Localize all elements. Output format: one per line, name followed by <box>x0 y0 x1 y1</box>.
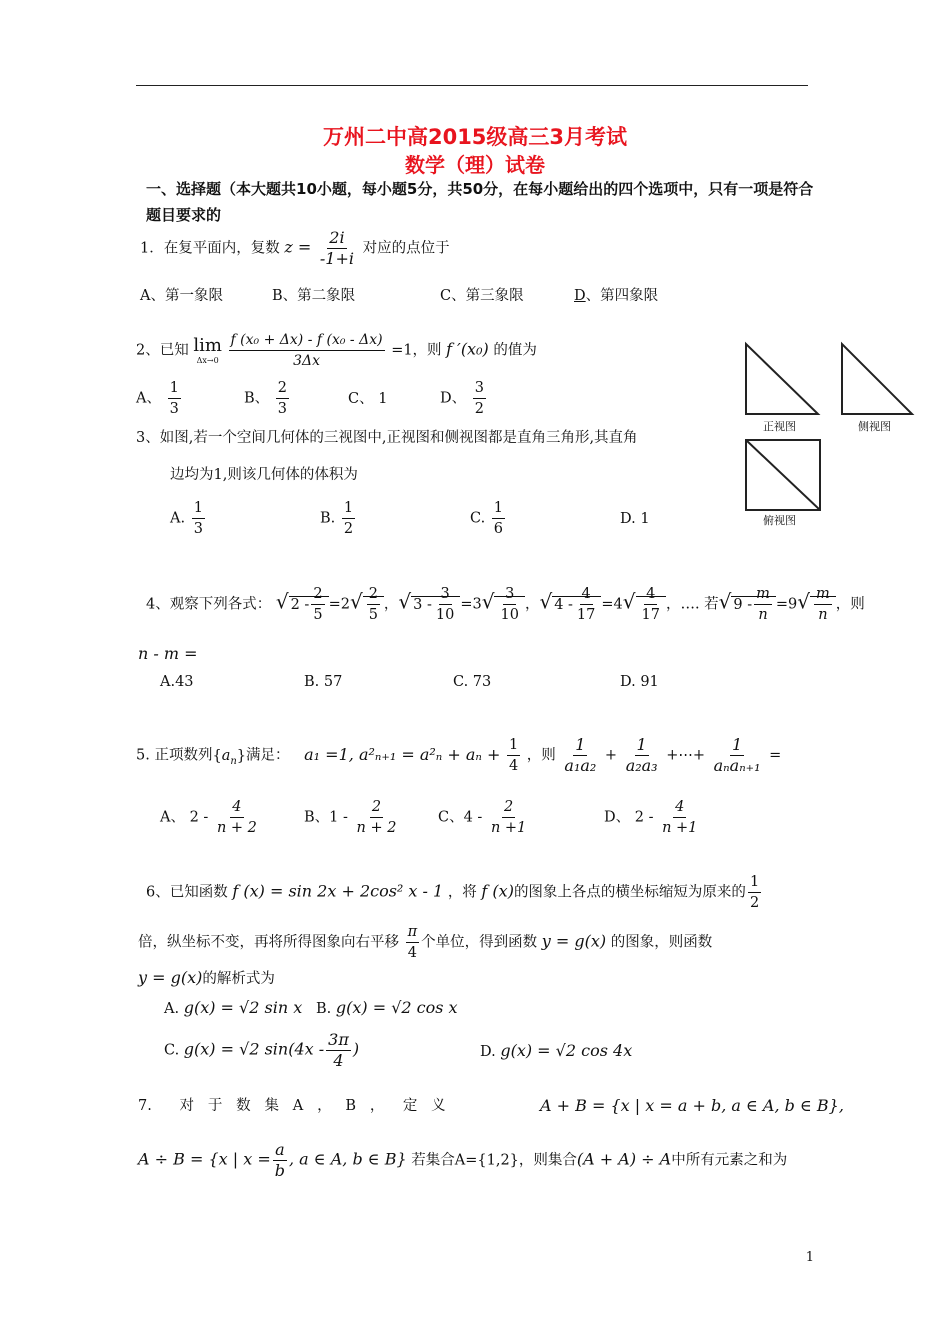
q4-expr-4 <box>731 586 775 623</box>
q4-expr-1b <box>363 586 384 623</box>
q4-radical-4: √ <box>718 589 732 614</box>
q5-b-den: n + 2 <box>356 820 397 836</box>
q4-e4-frac-b <box>814 584 832 625</box>
q3-a-den: 3 <box>193 521 203 537</box>
q6-option-c <box>164 1030 359 1071</box>
q5-cd: 4 <box>508 758 519 774</box>
q4-stem: 4、观察下列各式： <box>146 596 272 613</box>
question-6 <box>146 872 763 913</box>
q5-eq: = <box>769 747 782 764</box>
question-6-line2 <box>138 922 712 963</box>
q1-z: z = <box>284 237 312 257</box>
q2-option-c: C、 1 <box>348 391 388 407</box>
q1-fraction <box>318 228 356 269</box>
q4-expr-2b <box>494 586 524 623</box>
q4-e4n: m <box>754 584 772 605</box>
q6-d-math: g(x) = √2 cos 4x <box>500 1041 633 1060</box>
q2-fprime: f ′(x₀) <box>446 339 489 359</box>
q7-defA: A + B = {x | x = a + b, a ∈ A, b ∈ B}, <box>540 1096 844 1115</box>
q5-b-label: B、1 - <box>304 809 348 826</box>
q2-option-a <box>136 378 183 419</box>
q5-then: ，则 <box>526 747 556 764</box>
top-view-square <box>746 440 820 510</box>
q1-num: 2i <box>329 228 345 247</box>
q4-e1-frac <box>311 584 324 625</box>
q5-c-frac <box>489 797 528 838</box>
q6-c-math2: ) <box>352 1039 360 1059</box>
q5-option-c <box>438 797 530 838</box>
q4-expr-3 <box>552 586 601 623</box>
q5-a-num: 4 <box>230 797 243 818</box>
q4-e3-frac <box>575 584 597 625</box>
q3-c-label: C. <box>470 510 486 527</box>
q5-cn: 1 <box>507 735 520 756</box>
q4-e3d-b: 17 <box>641 607 660 623</box>
q5-a-den: n + 2 <box>216 820 257 836</box>
q5-option-d <box>604 797 701 838</box>
q3-c-frac <box>492 498 505 539</box>
q6-option-d <box>480 1041 632 1062</box>
q6-c-label: C. <box>164 1042 180 1059</box>
q5-s1n: 1 <box>575 735 586 754</box>
q4-radical-3b: √ <box>622 589 636 614</box>
q4-e4d-b: n <box>818 607 828 623</box>
q3-c-den: 6 <box>493 521 504 537</box>
q2-tail: 的值为 <box>493 342 537 359</box>
q4-e2a: 3 - <box>413 596 432 613</box>
q4-e2d-b: 10 <box>500 607 519 623</box>
q6-stem: 6、已知函数 <box>146 884 228 901</box>
q4-dots: ，…. 若 <box>665 596 719 613</box>
q4-e1n: 2 <box>311 584 324 605</box>
q5-c-num: 2 <box>502 797 515 818</box>
q4-e2n: 3 <box>439 584 452 605</box>
q3-b-den: 2 <box>343 521 354 537</box>
q5-stem: 5. 正项数列 <box>136 747 213 764</box>
exam-title: 万州二中高2015级高三3月考试 <box>322 125 628 149</box>
q2-b-den: 3 <box>277 401 287 417</box>
q5-plus: + <box>604 747 618 764</box>
q6-c-frac <box>326 1030 351 1071</box>
q4-option-c: C. 73 <box>453 674 492 690</box>
question-4: 4、观察下列各式： √ 2 - $\frac{2}{5}$ =2√ $\frac{2}{5}$ ，√ 3 - $\frac{3}{10}$ =3√ $\frac{3}{10}$ ，√ 4 - $\frac{4}{17}$ =4√ $\frac{4}{17}$ ，…. 若√ 9 - $\frac{m}{n}$ =9√ $\frac{m}{n}$ ，则 <box>146 586 865 623</box>
q4-e2b: =3 <box>460 596 482 613</box>
q6-mid: ，将 <box>447 884 477 901</box>
q4-e1a: 2 - <box>290 596 310 613</box>
q3-b-frac <box>342 498 355 539</box>
q6-d-label: D. <box>480 1044 496 1060</box>
q2-a-den: 3 <box>169 401 179 417</box>
question-2 <box>136 330 537 371</box>
q4-radical-2: √ <box>398 589 412 614</box>
side-view-triangle <box>842 344 912 414</box>
q5-d-num: 4 <box>673 797 686 818</box>
q4-e1-frac-b <box>367 584 380 625</box>
q5-a-frac <box>215 797 259 838</box>
q5-cond: a₁ =1, a²ₙ₊₁ = a²ₙ + aₙ + <box>304 744 501 764</box>
q7-defB2: , a ∈ A, b ∈ B} <box>289 1149 407 1169</box>
q5-seq-a: a <box>221 747 231 764</box>
q5-d-label: D、 2 - <box>604 809 654 826</box>
q1-option-a: A、第一象限 <box>140 288 223 304</box>
q2-num: f (x₀ + Δx) - f (x₀ - Δx) <box>229 330 385 351</box>
q5-plusdots: +⋯+ <box>666 747 706 764</box>
q5-s2n: 1 <box>636 735 647 754</box>
q4-radical-1: √ <box>275 589 289 614</box>
q4-e1d: 5 <box>313 607 323 623</box>
q1-option-d-text: 、第四象限 <box>585 288 659 304</box>
q2-den: 3Δx <box>293 353 321 369</box>
front-view-label: 正视图 <box>763 420 796 433</box>
q2-lim: lim <box>193 334 222 356</box>
q4-e4-frac <box>754 584 772 625</box>
q2-a-num: 1 <box>168 378 181 399</box>
page-number: 1 <box>805 1250 814 1265</box>
q5-mid: 满足： <box>246 747 290 764</box>
section-heading: 一、选择题（本大题共10小题，每小题5分，共50分，在每小题给出的四个选项中，只有一项是符合题目要求的 <box>146 180 814 224</box>
q4-radical-1b: √ <box>349 589 363 614</box>
q4-e2d: 10 <box>435 607 455 623</box>
q5-option-a <box>160 797 261 838</box>
q3-b-label: B. <box>320 510 336 527</box>
q6-line2a: 倍，纵坐标不变，再将所得图象向右平移 <box>138 934 399 951</box>
q5-s1d: a₁a₂ <box>564 756 597 775</box>
q1-stem: 1．在复平面内，复数 <box>140 240 280 257</box>
q1-den: -1+i <box>319 249 354 268</box>
q4-radical-3: √ <box>539 589 553 614</box>
q2-b-num: 2 <box>276 378 289 399</box>
q4-option-a: A.43 <box>160 674 194 690</box>
question-3-line2: 边均为1,则该几何体的体积为 <box>170 467 358 483</box>
q4-expr-3b <box>636 586 666 623</box>
q5-b-frac <box>355 797 399 838</box>
q4-e1b: =2 <box>328 596 350 613</box>
question-5 <box>136 735 781 776</box>
q4-e4b: =9 <box>775 596 798 613</box>
q4-line2: n - m = <box>138 644 198 663</box>
q4-radical-4b: √ <box>797 589 811 614</box>
q1-option-d <box>574 286 658 306</box>
q6-option-b <box>316 998 458 1019</box>
q5-sln: 1 <box>731 735 743 754</box>
q4-option-d: D. 91 <box>620 674 659 690</box>
question-7-line2 <box>138 1140 787 1181</box>
q7-defBn: a <box>275 1140 285 1159</box>
q3-b-num: 1 <box>342 498 355 519</box>
q2-d-den: 2 <box>474 401 484 417</box>
q4-e1n-b: 2 <box>367 584 380 605</box>
q2-fraction <box>229 330 385 371</box>
q3-a-num: 1 <box>192 498 205 519</box>
q6-pd: 4 <box>407 945 417 961</box>
q7-stem: 7. 对 于 数 集 A ， B ， 定 义 <box>138 1098 446 1114</box>
question-1 <box>140 228 450 269</box>
q2-stem: 2、已知 <box>136 342 189 359</box>
q4-e3d: 17 <box>576 607 596 623</box>
q7-tail: 中所有元素之和为 <box>671 1152 788 1169</box>
q4-e1d-b: 5 <box>368 607 378 623</box>
q5-sld: aₙaₙ₊₁ <box>713 756 761 775</box>
q4-e2n-b: 3 <box>503 584 516 605</box>
q5-a-label: A、 2 - <box>160 809 209 826</box>
q4-e4n-b: m <box>814 584 832 605</box>
q5-d-frac <box>660 797 699 838</box>
q5-d-den: n +1 <box>662 820 698 836</box>
q4-tail: ，则 <box>835 596 865 613</box>
q2-option-b-frac <box>276 378 289 419</box>
q2-option-b <box>244 378 291 419</box>
q7-defBd: b <box>274 1161 285 1180</box>
q5-c-den: n +1 <box>490 820 527 836</box>
q2-option-a-label: A、 <box>136 390 161 407</box>
q4-e3n: 4 <box>580 584 593 605</box>
q6-tail: 的图象上各点的横坐标缩短为原来的 <box>513 884 746 901</box>
q5-sum-last <box>712 735 763 776</box>
q7-defB1: A ÷ B = {x | x = <box>138 1149 271 1169</box>
q4-option-b: B. 57 <box>304 674 343 690</box>
q3-option-d: D. 1 <box>620 511 650 527</box>
q7-defB-frac <box>273 1140 287 1181</box>
q4-e3n-b: 4 <box>644 584 657 605</box>
q5-option-b <box>304 797 400 838</box>
question-3: 3、如图,若一个空间几何体的三视图中,正视图和侧视图都是直角三角形,其直角 <box>136 430 638 446</box>
q4-e2-frac-b <box>498 584 520 625</box>
q3-option-c <box>470 498 507 539</box>
q6-line2b: 个单位，得到函数 <box>421 934 538 951</box>
question-7 <box>138 1096 844 1116</box>
q5-b-num: 2 <box>370 797 383 818</box>
q5-c-label: C、4 - <box>438 809 483 826</box>
q6-pn: π <box>406 922 420 943</box>
q6-a-math: g(x) = √2 sin x <box>183 998 303 1017</box>
q2-lim-sub: Δx→0 <box>196 355 219 365</box>
q2-d-num: 3 <box>473 378 486 399</box>
q5-seq-sub: n <box>230 755 237 767</box>
q5-cond-frac <box>507 735 520 776</box>
q2-option-a-frac <box>168 378 181 419</box>
q4-e3b: =4 <box>601 596 623 613</box>
q4-e3a: 4 - <box>554 596 573 613</box>
q6-gx: y = g(x) <box>541 931 607 951</box>
q4-e4d: n <box>758 607 768 623</box>
question-6-line3 <box>138 968 275 989</box>
q3-a-frac <box>192 498 205 539</box>
q5-seq: $\{a_n\}$ <box>212 747 247 767</box>
q3-option-b <box>320 498 357 539</box>
q6-b-label: B. <box>316 1001 332 1017</box>
q2-limit <box>193 336 222 366</box>
header-rule <box>136 85 808 86</box>
q3-c-num: 1 <box>492 498 505 519</box>
q4-expr-1 <box>289 586 329 623</box>
top-view-label: 俯视图 <box>763 514 796 527</box>
q4-e4a: 9 - <box>733 596 753 613</box>
q6-fx2: f (x) <box>481 881 514 901</box>
q1-option-d-letter: D <box>574 288 586 304</box>
q3-a-label: A. <box>170 510 186 527</box>
side-view-label: 侧视图 <box>858 420 891 433</box>
q6-c-num: 3π <box>328 1030 349 1049</box>
q6-line2c: 的图象，则函数 <box>610 934 713 951</box>
q6-b-math: g(x) = √2 cos x <box>335 998 458 1017</box>
q5-sum-1 <box>562 735 598 776</box>
front-view-triangle <box>746 344 818 414</box>
q6-hn: 1 <box>748 872 761 893</box>
q6-c-math1: g(x) = √2 sin(4x - <box>183 1039 325 1059</box>
q2-option-d <box>440 378 488 419</box>
q6-hd: 2 <box>749 895 760 911</box>
q6-pi4 <box>406 922 420 963</box>
q1-tail: 对应的点位于 <box>362 240 450 257</box>
q4-e2-frac <box>434 584 456 625</box>
q5-sum-2 <box>624 735 660 776</box>
q6-gx-2: y = g(x) <box>138 968 203 987</box>
q6-line3: 的解析式为 <box>202 971 275 987</box>
q6-half <box>748 872 761 913</box>
q1-option-b: B、第二象限 <box>272 288 356 304</box>
q5-s2d: a₂a₃ <box>625 756 658 775</box>
q6-option-a <box>164 998 302 1019</box>
q4-expr-4b <box>810 586 836 623</box>
q6-fx: f (x) = sin 2x + 2cos² x - 1 <box>232 881 444 901</box>
q1-option-c: C、第三象限 <box>440 288 524 304</box>
q2-option-b-label: B、 <box>244 390 270 407</box>
q6-c-den: 4 <box>333 1051 344 1070</box>
q2-eq: =1，则 <box>391 342 442 359</box>
q7-if: 若集合A={1,2}，则集合 <box>411 1152 577 1169</box>
q3-option-a <box>170 498 207 539</box>
q4-expr-2 <box>411 586 460 623</box>
exam-subtitle: 数学（理）试卷 <box>405 153 545 177</box>
q4-e3-frac-b <box>640 584 662 625</box>
q4-radical-2b: √ <box>481 589 495 614</box>
q2-option-d-frac <box>473 378 486 419</box>
q2-option-d-label: D、 <box>440 390 467 407</box>
q6-a-label: A. <box>164 1001 180 1017</box>
q7-expr: (A + A) ÷ A <box>576 1149 672 1169</box>
